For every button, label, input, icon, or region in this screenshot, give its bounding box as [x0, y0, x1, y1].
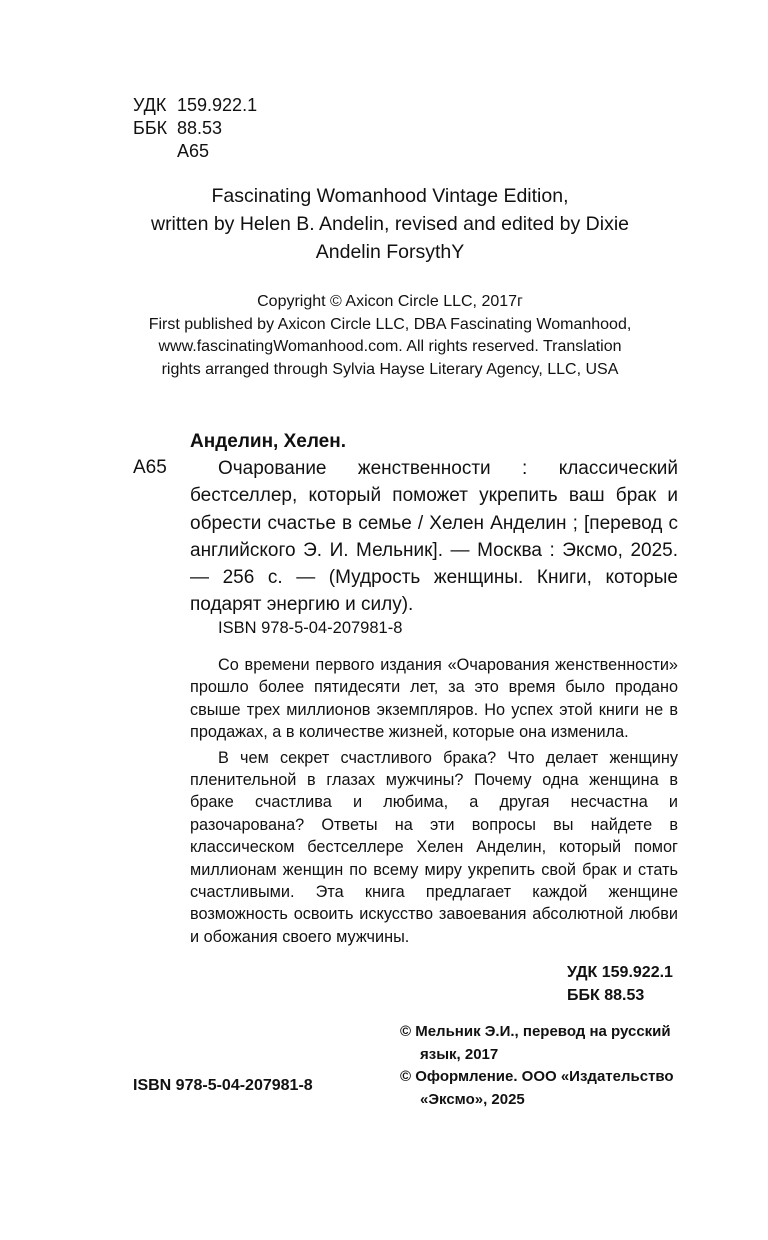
catalog-isbn: ISBN 978-5-04-207981-8 — [218, 619, 403, 637]
copyright-line: First published by Axicon Circle LLC, DBA Fascinating Womanhood, — [148, 315, 632, 333]
annotation — [190, 654, 678, 951]
copyright-line: www.fascinatingWomanhood.com. All rights reserved. Translation — [158, 338, 622, 355]
copyright-translation: © Мельник Э.И., перевод на русский язык, 2017 — [400, 1023, 671, 1063]
classification-codes — [133, 94, 257, 163]
catalog-author-heading: Анделин, Хелен. — [190, 431, 346, 452]
original-edition-line: Fascinating Womanhood Vintage Edition, — [211, 185, 569, 207]
copyright-design: © Оформление. ООО «Издательство «Эксмо», 2025 — [400, 1068, 674, 1108]
udk-footer: УДК 159.922.1 — [567, 964, 673, 981]
udk-row — [133, 94, 257, 117]
classification-codes-footer — [567, 961, 673, 1007]
bbk-value: 88.53 — [177, 118, 223, 138]
original-edition-line: Andelin ForsythY — [315, 241, 465, 263]
isbn-footer: ISBN 978-5-04-207981-8 — [133, 1077, 313, 1094]
copyright-footer — [400, 1021, 680, 1111]
annotation-paragraph: Со времени первого издания «Очарования женственности» прошло более пятидесяти лет, за это время было продано свыше трех миллионов экземпляров. Но успех этой книги не в продажах, а в количестве жизней, которые она изменила. — [190, 656, 678, 742]
catalog-author-mark: А65 — [133, 457, 167, 478]
copyright-line: Copyright © Axicon Circle LLC, 2017г — [257, 293, 523, 310]
original-edition-info — [120, 182, 660, 266]
bbk-label: ББК — [133, 118, 168, 138]
catalog-description: Очарование женственности : классический бестселлер, который поможет укрепить ваш брак и обрести счастье в семье / Хелен Анделин ; [перевод с английского Э. И. Мельник]. — Москва : Эксмо, 2025. — 256 с. — (Мудрость женщины. Книги, которые подарят энергию и силу). — [190, 458, 678, 616]
bbk-row — [133, 117, 257, 140]
copyright-line: rights arranged through Sylvia Hayse Literary Agency, LLC, USA — [161, 360, 619, 378]
copyright-notice — [120, 291, 660, 381]
bbk-footer: ББК 88.53 — [567, 987, 645, 1004]
author-mark-top: А65 — [177, 141, 210, 161]
original-edition-line: written by Helen B. Andelin, revised and edited by Dixie — [150, 213, 630, 235]
annotation-paragraph: В чем секрет счастливого брака? Что делает женщину пленительной в глазах мужчины? Почему одна женщина в браке счастлива и любима, а другая несчастна и разочарована? Ответы на эти вопросы вы найдете в классическом бестселлере Хелен Анделин, который помог миллионам женщин по всему миру укрепить свой брак и стать счастливыми. Эта книга предлагает каждой женщине возможность освоить искусство завоевания абсолютной любви и обожания своего мужчины. — [190, 748, 678, 946]
udk-label: УДК — [133, 95, 167, 115]
udk-value: 159.922.1 — [177, 95, 258, 115]
